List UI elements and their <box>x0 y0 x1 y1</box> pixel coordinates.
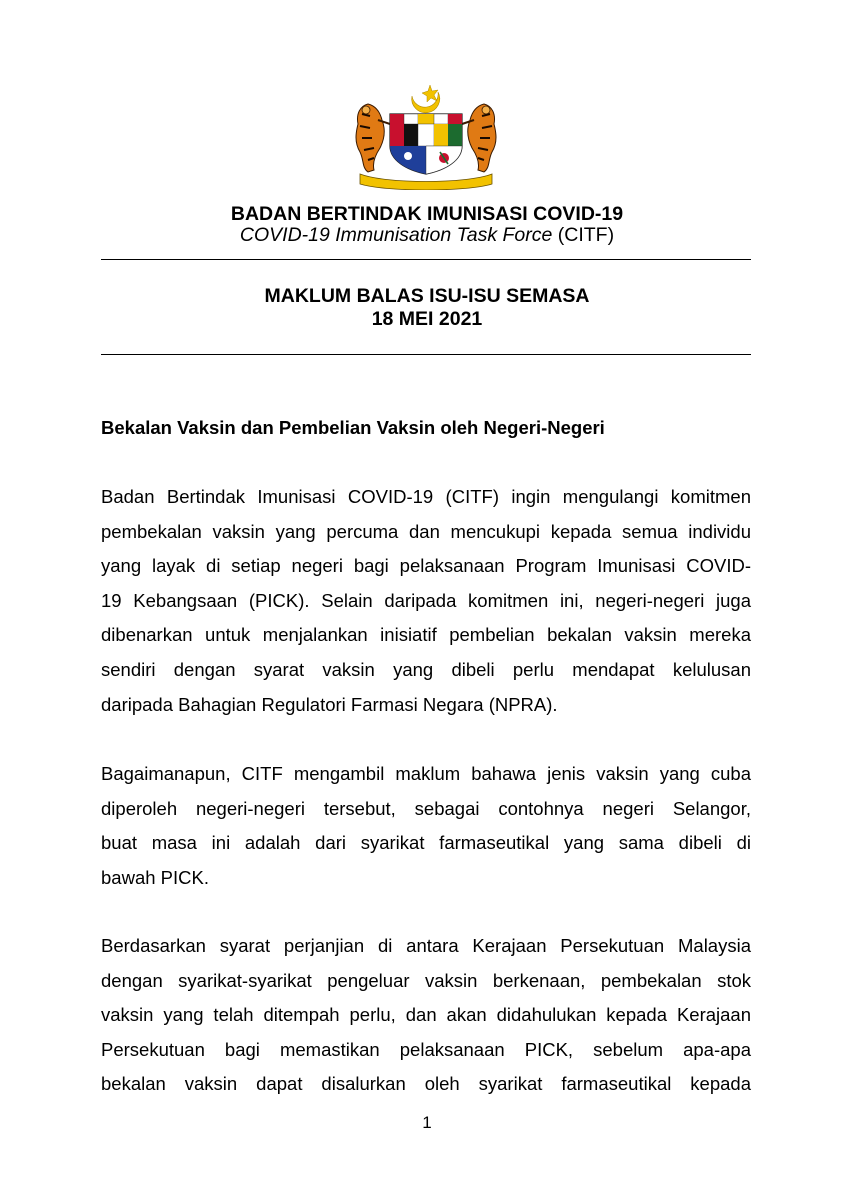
paragraph-line: yang layak di setiap negeri bagi pelaksanaan Program Imunisasi COVID- <box>101 555 751 577</box>
paragraph-line: Berdasarkan syarat perjanjian di antara Kerajaan Persekutuan Malaysia <box>101 935 751 956</box>
paragraph-line: Bagaimanapun, CITF mengambil maklum bahawa jenis vaksin yang cuba <box>101 763 751 784</box>
notice-title: MAKLUM BALAS ISU-ISU SEMASA <box>264 285 590 307</box>
paragraph-line: diperoleh negeri-negeri tersebut, sebagai contohnya negeri Selangor, <box>101 797 751 819</box>
header-divider-top <box>101 259 751 260</box>
notice-date: 18 MEI 2021 <box>371 308 483 330</box>
left-tiger-icon <box>356 104 390 172</box>
paragraph-line: sendiri dengan syarat vaksin yang dibeli perlu mendapat kelulusan <box>101 658 751 680</box>
organisation-title: BADAN BERTINDAK IMUNISASI COVID-19 <box>230 203 624 225</box>
organisation-subtitle <box>0 223 854 247</box>
paragraph <box>101 485 751 727</box>
paragraph-line: vaksin yang telah ditempah perlu, dan akan didahulukan kepada Kerajaan <box>101 1004 751 1026</box>
paragraph-line: dengan syarikat-syarikat pengeluar vaksin berkenaan, pembekalan stok <box>101 969 751 991</box>
paragraph-line: daripada Bahagian Regulatori Farmasi Negara (NPRA). <box>101 693 558 715</box>
section-heading: Bekalan Vaksin dan Pembelian Vaksin oleh Negeri-Negeri <box>101 417 605 438</box>
paragraph-line: Persekutuan bagi memastikan pelaksanaan PICK, sebelum apa-apa <box>101 1038 751 1060</box>
paragraph-line: dibenarkan untuk menjalankan inisiatif pembelian bekalan vaksin mereka <box>101 624 751 646</box>
shield-icon <box>390 114 462 174</box>
organisation-abbreviation: (CITF) <box>552 224 615 246</box>
paragraph-line: buat masa ini adalah dari syarikat farmaseutikal yang sama dibeli di <box>101 832 751 854</box>
paragraph-line: bekalan vaksin dapat disalurkan oleh syarikat farmaseutikal kepada <box>101 1073 751 1095</box>
motto-ribbon-icon <box>360 174 492 190</box>
paragraph <box>101 762 751 900</box>
paragraph-line: Badan Bertindak Imunisasi COVID-19 (CITF) ingin mengulangi komitmen <box>101 486 751 507</box>
paragraph-line: pembekalan vaksin yang percuma dan mencukupi kepada semua individu <box>101 520 751 542</box>
page-number: 1 <box>422 1113 432 1132</box>
paragraph-line: 19 Kebangsaan (PICK). Selain daripada komitmen ini, negeri-negeri juga <box>101 589 751 611</box>
malaysia-coat-of-arms-emblem <box>346 80 506 190</box>
header-divider-bottom <box>101 354 751 355</box>
right-tiger-icon <box>462 104 496 172</box>
paragraph <box>101 934 751 1107</box>
organisation-english-name: COVID-19 Immunisation Task Force <box>239 224 553 246</box>
paragraph-line: bawah PICK. <box>101 866 209 888</box>
